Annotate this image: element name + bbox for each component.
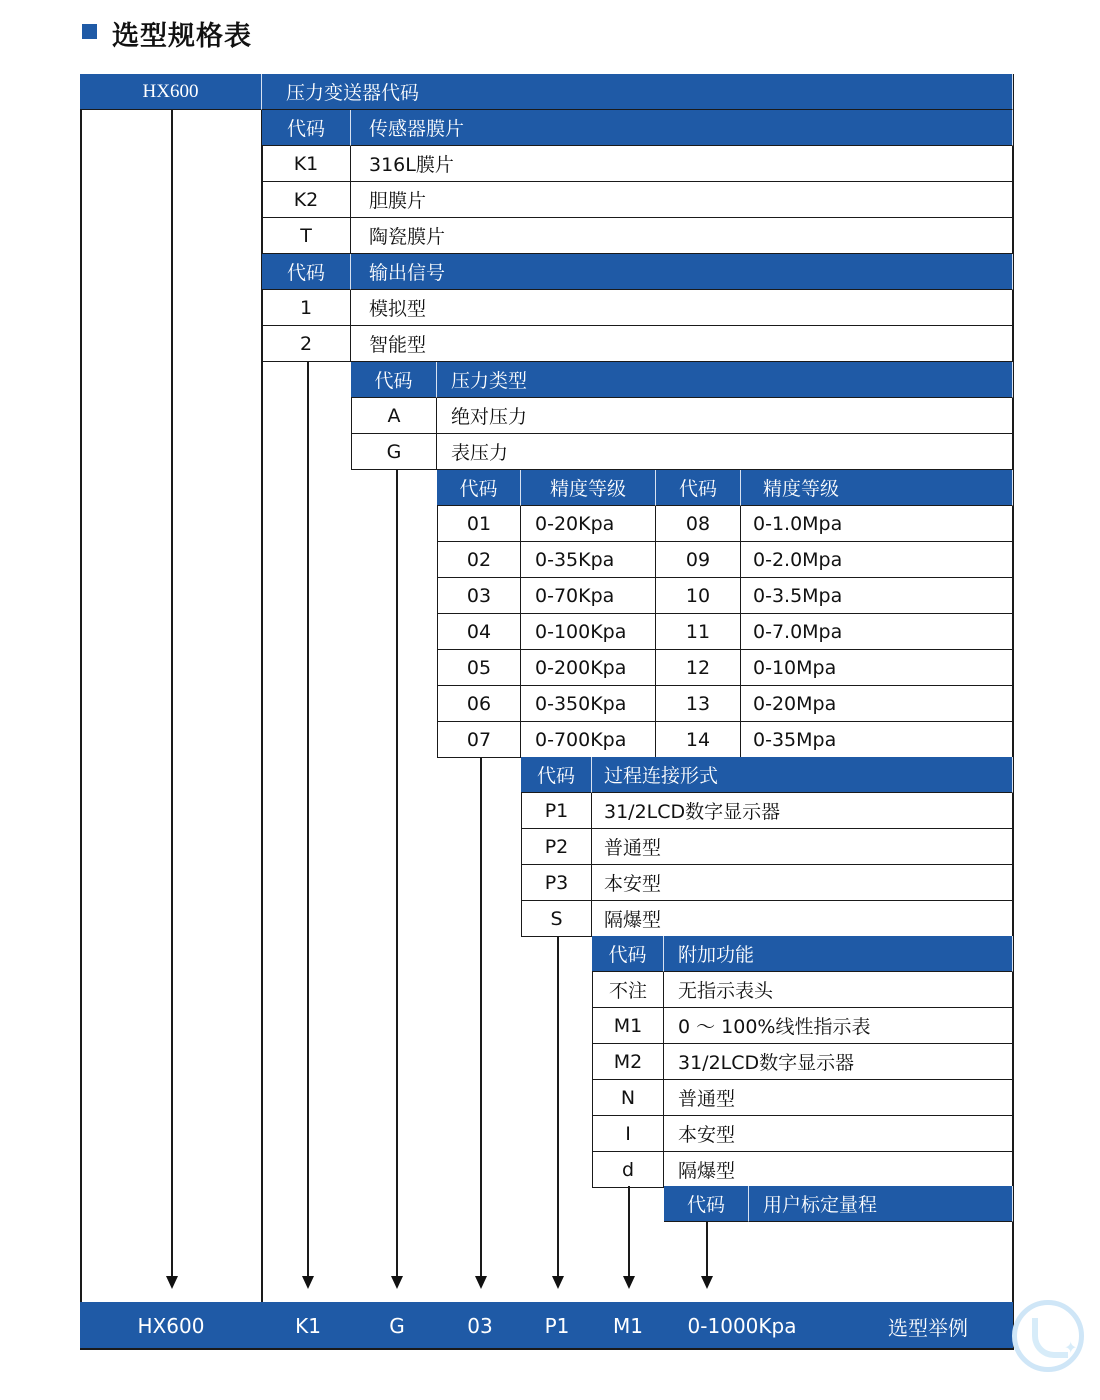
accuracy-range: 0-35Kpa [521, 542, 656, 578]
accuracy-code: 04 [437, 614, 521, 650]
accuracy-range: 0-3.5Mpa [741, 578, 1013, 614]
accuracy-code-header-2: 代码 [656, 470, 741, 506]
example-item: HX600 [137, 1314, 205, 1338]
output-name-header: 输出信号 [351, 254, 1013, 290]
sparkle-icon: ✦ [1064, 1338, 1078, 1357]
pressure-type-name: 绝对压力 [437, 398, 1013, 434]
accuracy-code: 07 [437, 722, 521, 758]
example-item: 0-1000Kpa [687, 1314, 797, 1338]
connector-line [706, 1222, 708, 1278]
accuracy-code: 09 [656, 542, 741, 578]
title-square-icon [82, 24, 97, 39]
connector-line [628, 1186, 630, 1278]
extras-name: 31/2LCD数字显示器 [664, 1044, 1013, 1080]
connector-line [307, 362, 309, 1278]
example-item: P1 [544, 1314, 570, 1338]
connection-code: P2 [521, 829, 592, 865]
connection-name: 普通型 [592, 829, 1013, 865]
connector-line [480, 757, 482, 1278]
connection-name: 本安型 [592, 865, 1013, 901]
accuracy-range: 0-200Kpa [521, 650, 656, 686]
accuracy-range: 0-1.0Mpa [741, 506, 1013, 542]
extras-name: 普通型 [664, 1080, 1013, 1116]
accuracy-code: 05 [437, 650, 521, 686]
extras-code: I [592, 1116, 664, 1152]
accuracy-code: 12 [656, 650, 741, 686]
accuracy-range: 0-7.0Mpa [741, 614, 1013, 650]
arrow-down-icon [475, 1276, 487, 1289]
output-code-header: 代码 [262, 254, 351, 290]
extras-code: 不注 [592, 972, 664, 1008]
connection-code: P1 [521, 793, 592, 829]
connection-name-header: 过程连接形式 [592, 757, 1013, 793]
accuracy-range: 0-10Mpa [741, 650, 1013, 686]
accuracy-code: 06 [437, 686, 521, 722]
accuracy-range: 0-350Kpa [521, 686, 656, 722]
accuracy-code-header-1: 代码 [437, 470, 521, 506]
accuracy-range: 0-2.0Mpa [741, 542, 1013, 578]
arrow-down-icon [391, 1276, 403, 1289]
accuracy-code: 11 [656, 614, 741, 650]
accuracy-code: 08 [656, 506, 741, 542]
arrow-down-icon [623, 1276, 635, 1289]
diaphragm-code: K1 [262, 146, 351, 182]
page-title: 选型规格表 [112, 21, 252, 52]
calibration-code-header: 代码 [664, 1186, 749, 1222]
accuracy-range: 0-700Kpa [521, 722, 656, 758]
diaphragm-code-header: 代码 [262, 110, 351, 146]
accuracy-range: 0-20Mpa [741, 686, 1013, 722]
extras-code: M1 [592, 1008, 664, 1044]
extras-name: 无指示表头 [664, 972, 1013, 1008]
arrow-down-icon [701, 1276, 713, 1289]
accuracy-range: 0-35Mpa [741, 722, 1013, 758]
pressure-type-code: A [351, 398, 437, 434]
pressure-type-name: 表压力 [437, 434, 1013, 470]
accuracy-range: 0-100Kpa [521, 614, 656, 650]
connection-code-header: 代码 [521, 757, 592, 793]
pressure-type-code-header: 代码 [351, 362, 437, 398]
connection-name: 31/2LCD数字显示器 [592, 793, 1013, 829]
connector-line [557, 936, 559, 1278]
connector-line [171, 110, 173, 1278]
extras-name-header: 附加功能 [664, 936, 1013, 972]
accuracy-code: 02 [437, 542, 521, 578]
arrow-down-icon [166, 1276, 178, 1289]
accuracy-code: 13 [656, 686, 741, 722]
accuracy-range: 0-20Kpa [521, 506, 656, 542]
model-name-header: 压力变送器代码 [262, 74, 1013, 110]
accuracy-code: 03 [437, 578, 521, 614]
example-label: 选型举例 [888, 1315, 968, 1340]
output-code: 2 [262, 326, 351, 362]
accuracy-name-header-2: 精度等级 [741, 470, 1013, 506]
accuracy-code: 14 [656, 722, 741, 758]
example-item: G [389, 1314, 405, 1338]
diaphragm-name-header: 传感器膜片 [351, 110, 1013, 146]
pressure-type-code: G [351, 434, 437, 470]
pressure-type-name-header: 压力类型 [437, 362, 1013, 398]
diaphragm-code: T [262, 218, 351, 254]
arrow-down-icon [302, 1276, 314, 1289]
connection-code: S [521, 901, 592, 937]
diaphragm-name: 316L膜片 [351, 146, 1013, 182]
diaphragm-name: 陶瓷膜片 [351, 218, 1013, 254]
connector-line [396, 470, 398, 1278]
example-item: 03 [467, 1314, 493, 1338]
example-item: M1 [613, 1314, 643, 1338]
output-name: 模拟型 [351, 290, 1013, 326]
output-name: 智能型 [351, 326, 1013, 362]
example-item: K1 [295, 1314, 321, 1338]
accuracy-code: 01 [437, 506, 521, 542]
extras-code: d [592, 1152, 664, 1188]
diaphragm-name: 胆膜片 [351, 182, 1013, 218]
accuracy-range: 0-70Kpa [521, 578, 656, 614]
frame-left-border [80, 74, 82, 1350]
output-code: 1 [262, 290, 351, 326]
diaphragm-code: K2 [262, 182, 351, 218]
accuracy-name-header-1: 精度等级 [521, 470, 656, 506]
extras-name: 本安型 [664, 1116, 1013, 1152]
model-code-header: HX600 [80, 74, 262, 110]
extras-name: 隔爆型 [664, 1152, 1013, 1188]
accuracy-code: 10 [656, 578, 741, 614]
connection-code: P3 [521, 865, 592, 901]
extras-code: M2 [592, 1044, 664, 1080]
arrow-down-icon [552, 1276, 564, 1289]
connection-name: 隔爆型 [592, 901, 1013, 937]
extras-code: N [592, 1080, 664, 1116]
calibration-name-header: 用户标定量程 [749, 1186, 1013, 1222]
extras-code-header: 代码 [592, 936, 664, 972]
extras-name: 0 ～ 100%线性指示表 [664, 1008, 1013, 1044]
